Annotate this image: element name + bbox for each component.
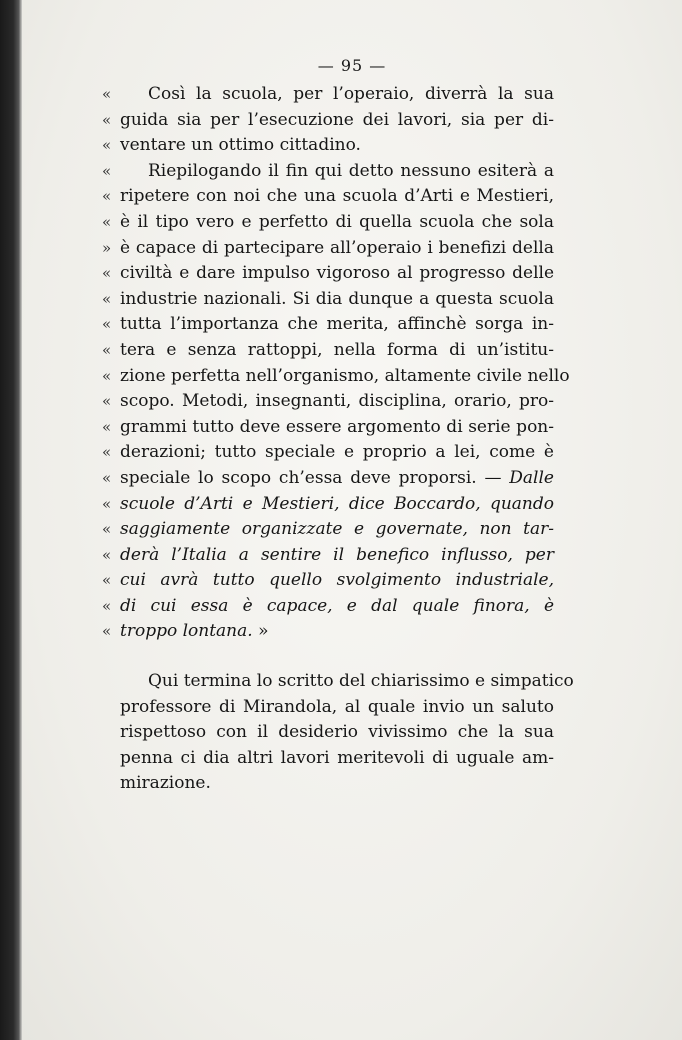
line-text: industrie nazionali. Si dia dunque a questa scuola — [120, 288, 554, 309]
line-text: scopo. Metodi, insegnanti, disciplina, orario, pro- — [120, 391, 554, 412]
text-line — [102, 594, 554, 620]
line-text: speciale lo scopo ch’essa deve proporsi. — — [120, 467, 510, 488]
text-line — [102, 261, 554, 287]
quote-mark: « — [102, 443, 112, 462]
quote-mark: « — [102, 340, 112, 359]
text-line — [102, 568, 554, 594]
line-text: Riepilogando il fin qui detto nessuno esiterà a — [148, 160, 554, 181]
text-line — [120, 746, 554, 772]
text-line — [102, 108, 554, 134]
closing-paragraph — [120, 669, 574, 797]
line-text-italic: saggiamente organizzate e governate, non tar- — [120, 519, 554, 540]
text-line — [120, 669, 574, 695]
line-text-italic: di cui essa è capace, e dal quale finora, è — [120, 595, 554, 616]
closing-quote-mark: » — [252, 621, 269, 642]
quote-mark: « — [102, 571, 112, 590]
line-text-italic: scuole d’Arti e Mestieri, dice Boccardo, quando — [120, 493, 554, 514]
line-text: grammi tutto deve essere argomento di serie pon- — [120, 416, 554, 437]
quote-mark: « — [102, 622, 112, 641]
text-line — [102, 82, 554, 108]
quote-mark: « — [102, 392, 112, 411]
quote-mark: » — [102, 238, 112, 257]
text-line — [102, 543, 554, 569]
line-text: rispettoso con il desiderio vivissimo che la sua — [120, 722, 554, 743]
line-text-italic: troppo lontana. — [120, 621, 253, 642]
text-line — [102, 287, 554, 313]
text-line — [102, 364, 570, 390]
quote-mark: « — [102, 366, 112, 385]
line-text-italic: derà l’Italia a sentire il benefico influsso, per — [120, 544, 554, 565]
quote-mark: « — [102, 596, 112, 615]
text-line — [120, 720, 554, 746]
scan-binding-edge — [0, 0, 22, 1040]
line-text-italic: Dalle — [509, 467, 554, 488]
quote-mark: « — [102, 161, 112, 180]
text-line — [102, 466, 554, 492]
text-line — [120, 695, 554, 721]
quote-mark: « — [102, 545, 112, 564]
quote-mark: « — [102, 417, 112, 436]
line-text: tutta l’importanza che merita, affinchè sorga in- — [120, 314, 554, 335]
text-line — [102, 184, 554, 210]
quote-mark: « — [102, 110, 112, 129]
quote-mark: « — [102, 289, 112, 308]
quote-mark: « — [102, 187, 112, 206]
text-line — [102, 619, 554, 645]
line-text: è capace di partecipare all’operaio i benefizi della — [120, 237, 554, 258]
text-line — [102, 415, 554, 441]
text-line — [102, 133, 554, 159]
line-text: civiltà e dare impulso vigoroso al progresso delle — [120, 263, 554, 284]
text-line — [120, 771, 554, 797]
line-text: guida sia per l’esecuzione dei lavori, sia per di- — [120, 109, 554, 130]
quote-mark: « — [102, 212, 112, 231]
line-text-italic: cui avrà tutto quello svolgimento industriale, — [120, 570, 554, 591]
line-text: ventare un ottimo cittadino. — [120, 135, 361, 156]
text-line — [102, 236, 554, 262]
quoted-passage — [102, 82, 570, 645]
text-line — [102, 517, 554, 543]
line-text: penna ci dia altri lavori meritevoli di uguale am- — [120, 747, 554, 768]
text-line — [102, 440, 554, 466]
text-line — [102, 210, 554, 236]
line-text: mirazione. — [120, 773, 211, 794]
line-text: Così la scuola, per l’operaio, diverrà la sua — [148, 84, 554, 104]
quote-mark: « — [102, 85, 112, 103]
line-text: ripetere con noi che una scuola d’Arti e Mestieri, — [120, 186, 554, 207]
text-line — [102, 159, 554, 185]
quote-mark: « — [102, 264, 112, 283]
line-text: zione perfetta nell’organismo, altamente civile nello — [120, 365, 570, 386]
line-text: tera e senza rattoppi, nella forma di un’istitu- — [120, 339, 554, 360]
page-number: — 95 — — [317, 56, 387, 75]
quote-mark: « — [102, 494, 112, 513]
line-text: derazioni; tutto speciale e proprio a lei, come è — [120, 442, 554, 463]
line-text: professore di Mirandola, al quale invio un saluto — [120, 696, 554, 717]
text-line — [102, 338, 554, 364]
text-line — [102, 492, 554, 518]
line-text: è il tipo vero e perfetto di quella scuola che sola — [120, 211, 554, 232]
quote-mark: « — [102, 520, 112, 539]
line-text: Qui termina lo scritto del chiarissimo e simpatico — [148, 671, 574, 691]
text-line — [102, 312, 554, 338]
quote-mark: « — [102, 468, 112, 487]
quote-mark: « — [102, 315, 112, 334]
book-page — [22, 0, 682, 1040]
text-line — [102, 389, 554, 415]
quote-mark: « — [102, 136, 112, 155]
